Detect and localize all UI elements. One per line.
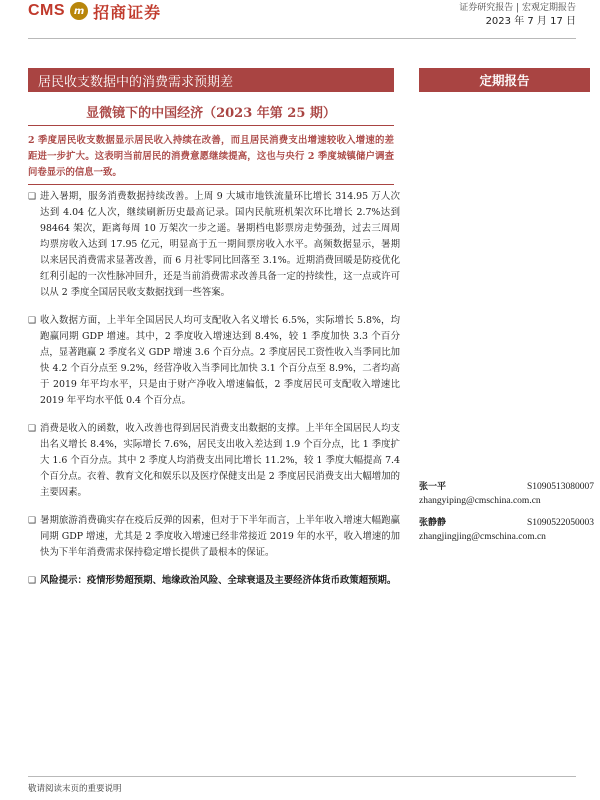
topic-title: 居民收支数据中的消费需求预期差 <box>38 74 234 90</box>
bullet-item <box>28 313 400 409</box>
company-logo <box>28 0 161 22</box>
side-banner <box>419 68 590 92</box>
author-license-id: S1090513080007 <box>526 482 594 492</box>
report-category-label: 定期报告 <box>479 73 530 88</box>
checkbox-bullet-icon: ❑ <box>28 576 37 586</box>
footer-divider <box>28 776 576 777</box>
topic-banner <box>28 68 394 92</box>
risk-warning-text: 风险提示：疫情形势超预期、地缘政治风险、全球衰退及主要经济体货币政策超预期。 <box>40 575 397 586</box>
report-date: 2023 年 7 月 17 日 <box>485 16 576 27</box>
summary-paragraph: 2 季度居民收支数据显示居民收入持续在改善，而且居民消费支出增速较收入增速的差距进一步扩大。这表明当前居民的消费意愿继续提高，这也与央行 2 季度城镇储户调查问卷显示的信息一致。 <box>28 135 394 178</box>
logo-latin-text: CMS <box>28 2 66 19</box>
logo-emblem-icon: m <box>70 2 88 20</box>
author-row <box>419 516 594 530</box>
bullet-text: 消费是收入的函数，收入改善也得到居民消费支出数据的支撑。上半年全国居民人均支出名义增长 8.4%，实际增长 7.6%，居民支出收入差达到 1.9 个百分点，比 1 季度扩大 1.6 个百分点。其中 2 季度人均消费支出同比增长 11.2%，较 1 季度大幅提高 7.4 个百分点。衣着、教育文化和娱乐以及医疗保健支出是 2 季度居民消费支出大幅增加的主要因素。 <box>40 423 400 498</box>
summary-top-rule <box>28 125 394 126</box>
author-row <box>419 480 594 494</box>
bullet-text: 收入数据方面，上半年全国居民人均可支配收入名义增长 6.5%，实际增长 5.8%，均跑赢同期 GDP 增速。其中，2 季度收入增速达到 8.4%，较 1 季度加快 3.3 个百分点，显著跑赢 2 季度名义 GDP 增速 3.6 个百分点。2 季度居民工资性收入当季同比加快 4.2 个百分点至 9.2%，经营净收入当季同比加快 3.1 个百分点至 8.9%，二者均高于 2019 年平均水平，只是由于财产净收入增速偏低，2 季度居民可支配收入增速比 2019 年平均水平低 0.4 个百分点。 <box>40 315 400 406</box>
report-subtitle: 显微镜下的中国经济（2023 年第 25 期） <box>86 106 336 121</box>
bullet-text: 进入暑期，服务消费数据持续改善。上周 9 大城市地铁流量环比增长 314.95 万人次达到 4.04 亿人次，继续刷新历史最高记录。国内民航班机架次环比增长 2.7%达到 98464 架次，距离每周 10 万架次一步之遥。暑期档电影票房走势强劲，过去三周周均票房收入达到 17.95 亿元，明显高于五一期间票房收入水平。高频数据显示，暑期以来居民消费需求显著改善，而 6 月社零同比回落至 3.1%。近期消费回暖是防疫优化红利引起的一次性脉冲回升，还是当前消费需求改善具备一定的持续性，这一点或许可以从 2 季度全国居民收支数据找到一些答案。 <box>40 191 400 298</box>
summary-bottom-rule <box>28 184 394 185</box>
bullet-item <box>28 421 400 501</box>
author-email[interactable]: zhangyiping@cmschina.com.cn <box>419 496 541 506</box>
bullet-item <box>28 189 400 301</box>
author-name: 张静静 <box>419 518 447 528</box>
bullet-text: 暑期旅游消费确实存在疫后反弹的因素，但对于下半年而言，上半年收入增速大幅跑赢同期 GDP 增速，尤其是 2 季度收入增速已经非常接近 2019 年的水平，收入增速的加快为下半年消费需求保持稳定增长提供了最根本的保证。 <box>40 515 400 558</box>
bullet-item <box>28 513 400 561</box>
report-type: 证券研究报告 | 宏观定期报告 <box>459 3 576 13</box>
bullet-list <box>28 189 400 601</box>
author-block <box>419 480 594 552</box>
header-divider <box>28 38 576 39</box>
checkbox-bullet-icon: ❑ <box>28 192 37 202</box>
footer-disclaimer: 敬请阅读末页的重要说明 <box>28 784 122 794</box>
page-header <box>0 0 600 40</box>
checkbox-bullet-icon: ❑ <box>28 516 37 526</box>
author-email[interactable]: zhangjingjing@cmschina.com.cn <box>419 532 546 542</box>
checkbox-bullet-icon: ❑ <box>28 316 37 326</box>
author-license-id: S1090522050003 <box>526 518 594 528</box>
checkbox-bullet-icon: ❑ <box>28 424 37 434</box>
logo-chinese-text: 招商证券 <box>93 2 162 22</box>
author-name: 张一平 <box>419 482 447 492</box>
risk-warning-item <box>28 573 400 589</box>
